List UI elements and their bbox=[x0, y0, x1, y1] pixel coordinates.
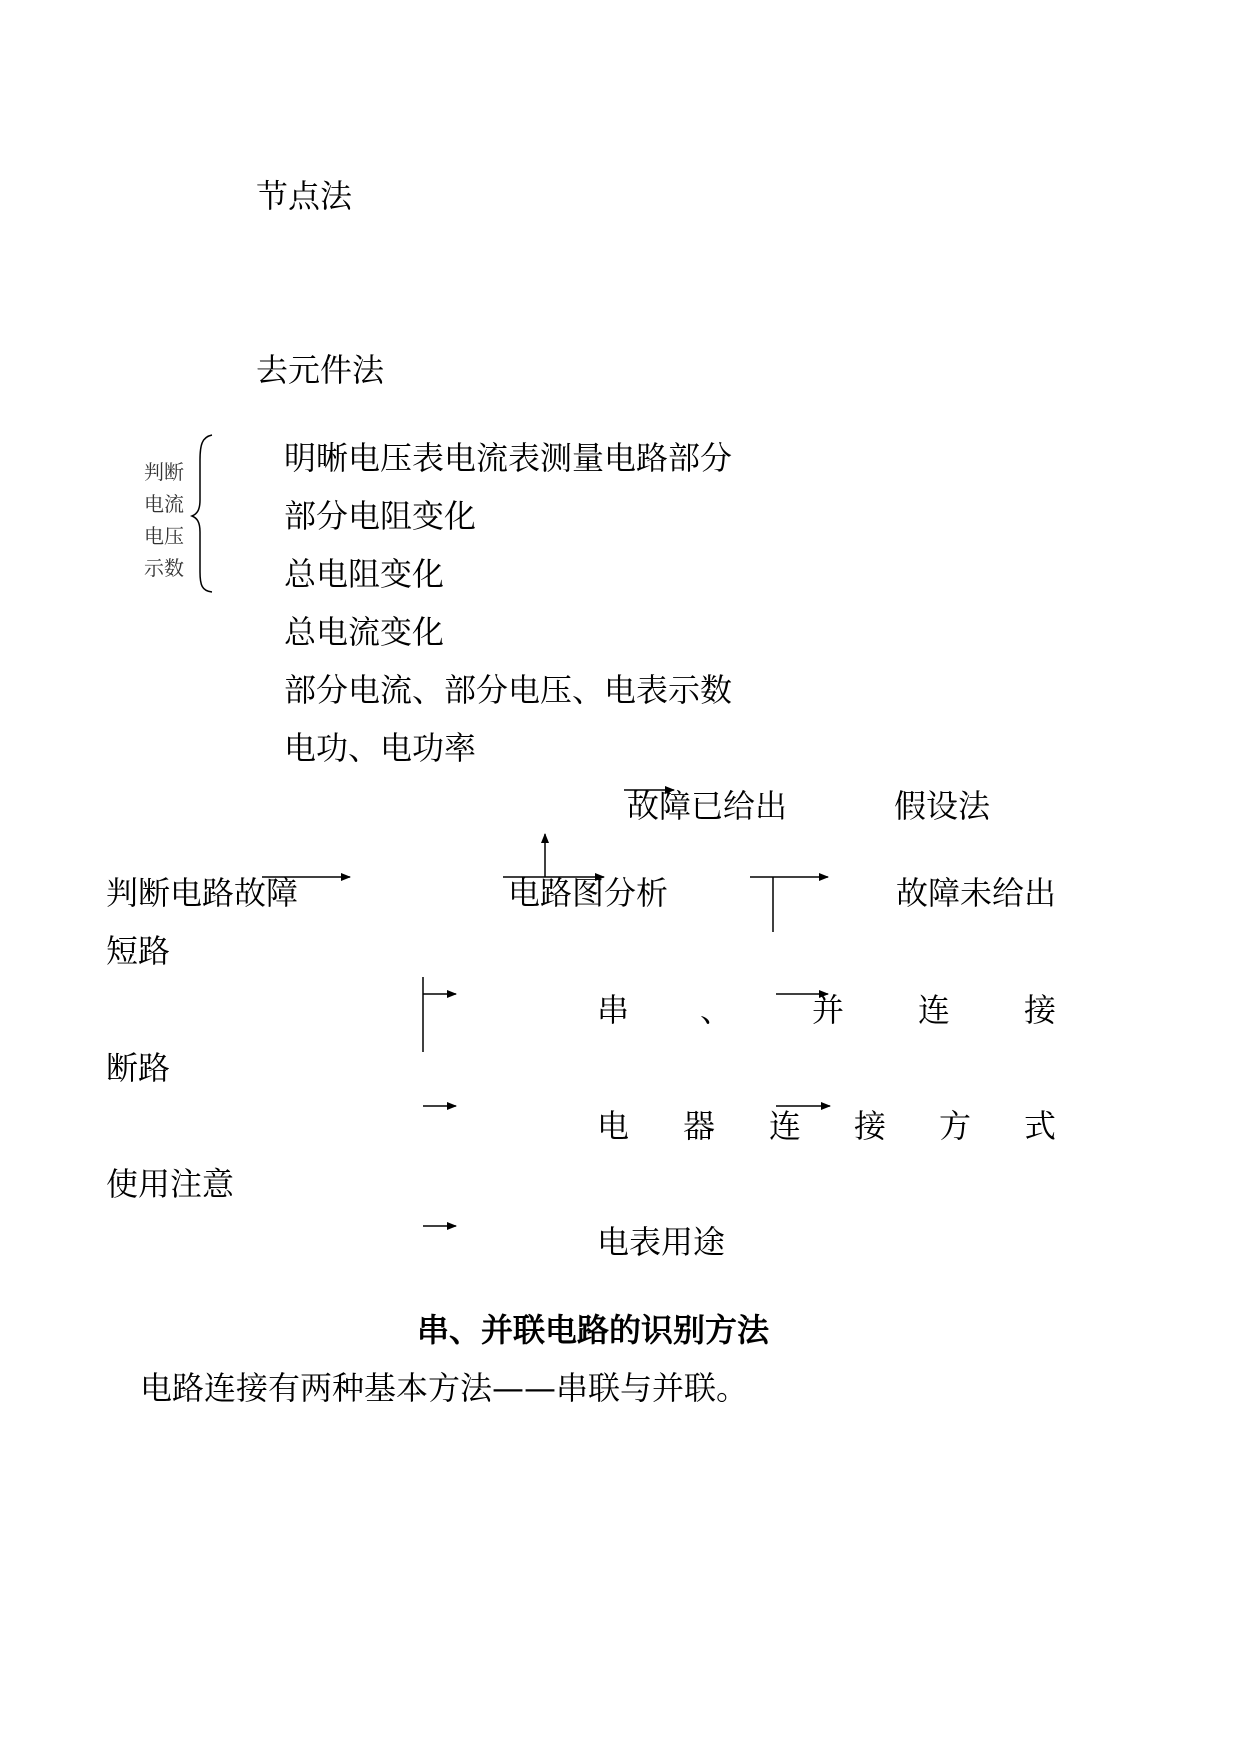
meter-usage-text: 电表用途 bbox=[597, 1223, 726, 1261]
appliance-connection-char: 式 bbox=[1024, 1107, 1057, 1145]
series-parallel-char: 串 bbox=[597, 991, 630, 1029]
brace-label-line: 电流 bbox=[144, 492, 184, 516]
fault-not-given-text: 故障未给出 bbox=[896, 874, 1057, 912]
appliance-connection-char: 器 bbox=[683, 1107, 716, 1145]
step-5: 部分电流、部分电压、电表示数 bbox=[284, 671, 733, 709]
assume-method-text: 假设法 bbox=[894, 787, 991, 825]
brace-label-line: 电压 bbox=[144, 524, 184, 548]
series-parallel-char: 、 bbox=[700, 991, 733, 1029]
short-circuit-text: 短路 bbox=[106, 932, 171, 970]
section-body: 电路连接有两种基本方法——串联与并联。 bbox=[140, 1369, 749, 1407]
brace-label-line: 判断 bbox=[144, 460, 184, 484]
usage-notes-text: 使用注意 bbox=[106, 1165, 235, 1203]
circuit-analysis-text: 电路图分析 bbox=[508, 874, 669, 912]
step-6: 电功、电功率 bbox=[284, 729, 477, 767]
fault-given-text: 故障已给出 bbox=[627, 787, 788, 825]
appliance-connection-char: 电 bbox=[597, 1107, 630, 1145]
series-parallel-char: 并 bbox=[812, 991, 845, 1029]
brace-icon bbox=[192, 435, 212, 592]
appliance-connection-char: 方 bbox=[939, 1107, 972, 1145]
series-parallel-char: 连 bbox=[918, 991, 951, 1029]
step-4: 总电流变化 bbox=[284, 613, 445, 651]
step-1: 明晰电压表电流表测量电路部分 bbox=[284, 439, 733, 477]
brace-label-line: 示数 bbox=[144, 556, 184, 580]
step-3: 总电阻变化 bbox=[284, 555, 445, 593]
step-2: 部分电阻变化 bbox=[284, 497, 477, 535]
remove-component-method-text: 去元件法 bbox=[256, 351, 385, 389]
node-method-text: 节点法 bbox=[256, 177, 353, 215]
series-parallel-char: 接 bbox=[1024, 991, 1057, 1029]
judge-fault-text: 判断电路故障 bbox=[106, 874, 299, 912]
appliance-connection-char: 接 bbox=[854, 1107, 887, 1145]
section-title: 串、并联电路的识别方法 bbox=[417, 1311, 770, 1349]
open-circuit-text: 断路 bbox=[106, 1049, 171, 1087]
appliance-connection-char: 连 bbox=[769, 1107, 802, 1145]
